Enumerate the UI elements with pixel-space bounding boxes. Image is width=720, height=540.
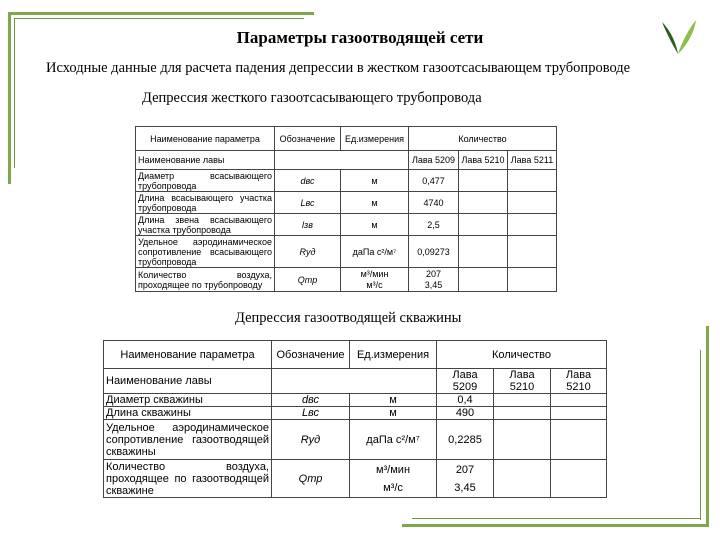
param-unit: м: [350, 394, 437, 407]
empty-cell: [508, 268, 557, 292]
param-value-line: 3,45: [424, 279, 443, 290]
table-row: [136, 214, 557, 236]
empty-cell: [508, 192, 557, 214]
param-unit-line: м³/мин: [375, 463, 411, 476]
param-value: 0,2285: [437, 420, 494, 460]
empty-cell: [508, 170, 557, 192]
table-row: [104, 460, 607, 498]
param-value-line: 207: [425, 268, 442, 279]
param-symbol: Rуд: [275, 236, 341, 268]
header-param: Наименование параметра: [104, 341, 272, 369]
empty-cell: [459, 214, 508, 236]
table-row: [136, 151, 557, 170]
lava-name: Лава 5211: [508, 151, 557, 170]
param-unit-line: м³/с: [366, 279, 383, 290]
empty-cell: [494, 394, 551, 407]
param-value: 2,5: [409, 214, 459, 236]
lava-name: Лава 5210: [494, 369, 551, 394]
empty-cell: [494, 420, 551, 460]
lava-name: Лава 5209: [437, 369, 494, 394]
table-row: [136, 268, 557, 292]
lava-name: Лава 5210: [551, 369, 607, 394]
param-unit: [341, 268, 409, 292]
page-subtitle: Исходные данные для расчета падения депрессии в жестком газоотсасывающем трубопроводе: [46, 60, 631, 76]
param-unit: м: [341, 214, 409, 236]
param-unit: м: [341, 170, 409, 192]
table-header-row: [104, 341, 607, 369]
frame-bottom-inner-line: [412, 518, 700, 519]
table-row: [104, 420, 607, 460]
empty-cell: [494, 460, 551, 498]
table-header-row: [136, 127, 557, 151]
param-value-line: 207: [455, 463, 475, 476]
param-unit-line: м³/с: [383, 481, 403, 494]
empty-cell: [341, 151, 409, 170]
param-value: 490: [437, 407, 494, 420]
header-qty: Количество: [409, 127, 557, 151]
param-symbol: Lвс: [272, 407, 350, 420]
page-title: Параметры газоотводящей сети: [236, 28, 484, 47]
empty-cell: [459, 268, 508, 292]
param-symbol: lзв: [275, 214, 341, 236]
empty-cell: [551, 394, 607, 407]
table-row: [104, 407, 607, 420]
frame-bottom-line: [402, 524, 706, 527]
param-value: [409, 268, 459, 292]
table1-caption: Депрессия жесткого газоотсасывающего трубопровода: [142, 90, 482, 106]
param-symbol: Rуд: [272, 420, 350, 460]
table-row: [136, 236, 557, 268]
empty-cell: [459, 192, 508, 214]
param-unit: м: [350, 407, 437, 420]
empty-cell: [275, 151, 341, 170]
param-value: 0,4: [437, 394, 494, 407]
param-name: Количество воздуха, проходящее по трубопроводу: [136, 268, 275, 292]
table-row: [136, 170, 557, 192]
param-name: Длина всасывающего участка трубопровода: [136, 192, 275, 214]
param-symbol: Qтр: [275, 268, 341, 292]
param-name: Количество воздуха, проходящее по газоотводящей скважине: [104, 460, 272, 498]
lava-row-label: Наименование лавы: [136, 151, 275, 170]
param-name: Диаметр всасывающего трубопровода: [136, 170, 275, 192]
param-value-line: 3,45: [454, 481, 476, 494]
param-name: Длина скважины: [104, 407, 272, 420]
empty-cell: [272, 369, 350, 394]
param-name: Удельное аэродинамическое сопротивление всасывающего трубопровода: [136, 236, 275, 268]
frame-right-line: [706, 326, 709, 527]
empty-cell: [508, 214, 557, 236]
header-unit: Ед.измерения: [341, 127, 409, 151]
lava-row-label: Наименование лавы: [104, 369, 272, 394]
param-value: 0,09273: [409, 236, 459, 268]
param-unit: [350, 460, 437, 498]
frame-top-line: [8, 12, 314, 15]
header-param: Наименование параметра: [136, 127, 275, 151]
empty-cell: [551, 420, 607, 460]
param-value: 0,477: [409, 170, 459, 192]
empty-cell: [551, 407, 607, 420]
param-value: 4740: [409, 192, 459, 214]
table-row: [104, 369, 607, 394]
empty-cell: [459, 236, 508, 268]
param-name: Диаметр скважины: [104, 394, 272, 407]
param-name: Удельное аэродинамическое сопротивление газоотводящей скважины: [104, 420, 272, 460]
table-pipeline-depression: [135, 126, 557, 292]
param-unit: м: [341, 192, 409, 214]
header-symbol: Обозначение: [275, 127, 341, 151]
empty-cell: [459, 170, 508, 192]
param-symbol: Lвс: [275, 192, 341, 214]
param-symbol: dвс: [272, 394, 350, 407]
param-name: Длина звена всасывающего участка трубопровода: [136, 214, 275, 236]
empty-cell: [350, 369, 437, 394]
param-unit-line: м³/мин: [360, 268, 389, 279]
param-unit: даПа с²/м⁷: [350, 420, 437, 460]
param-symbol: dвс: [275, 170, 341, 192]
empty-cell: [551, 460, 607, 498]
table-row: [104, 394, 607, 407]
frame-top-inner-line: [14, 18, 304, 19]
table-borehole-depression: [103, 340, 607, 498]
empty-cell: [508, 236, 557, 268]
table-row: [136, 192, 557, 214]
frame-right-inner-line: [700, 350, 701, 520]
empty-cell: [494, 407, 551, 420]
param-symbol: Qтр: [272, 460, 350, 498]
header-qty: Количество: [437, 341, 607, 369]
lava-name: Лава 5209: [409, 151, 459, 170]
table2-caption: Депрессия газоотводящей скважины: [235, 310, 462, 326]
lava-name: Лава 5210: [459, 151, 508, 170]
header-unit: Ед.измерения: [350, 341, 437, 369]
param-unit: даПа с²/м⁷: [341, 236, 409, 268]
header-symbol: Обозначение: [272, 341, 350, 369]
param-value: [437, 460, 494, 498]
